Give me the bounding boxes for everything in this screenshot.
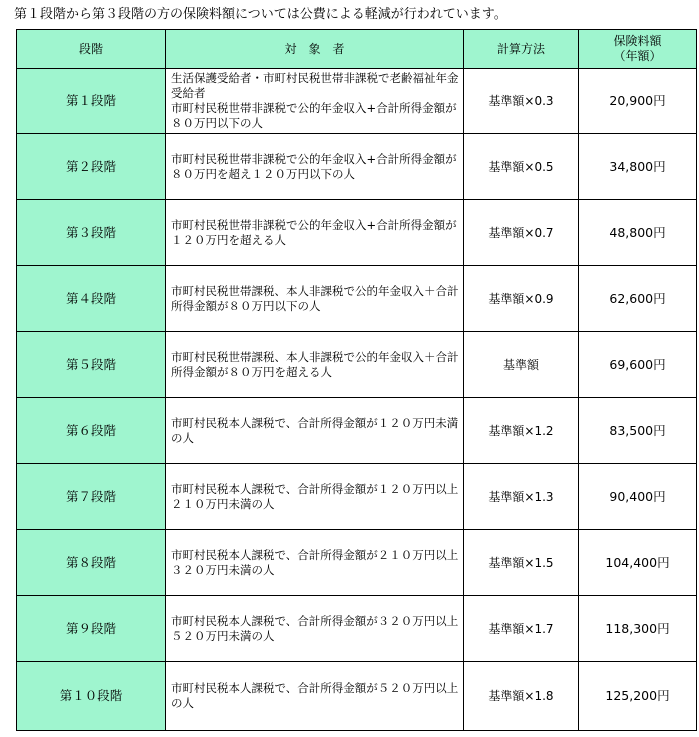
table-row [17, 266, 697, 332]
target-cell [166, 596, 464, 662]
header-fee-line2: （年額） [613, 49, 662, 63]
table-body [17, 69, 697, 731]
fee-cell: 48,800円 [579, 200, 697, 266]
stage-cell: 第２段階 [17, 134, 166, 200]
method-cell: 基準額×1.3 [464, 464, 579, 530]
method-cell: 基準額×0.7 [464, 200, 579, 266]
fee-cell: 125,200円 [579, 662, 697, 731]
fee-cell: 62,600円 [579, 266, 697, 332]
method-cell: 基準額×1.2 [464, 398, 579, 464]
header-stage: 段階 [17, 30, 166, 69]
table-caption: 第１段階から第３段階の方の保険料額については公費による軽減が行われています。 [14, 7, 507, 22]
header-method: 計算方法 [464, 30, 579, 69]
table-row [17, 662, 697, 731]
method-cell: 基準額×1.5 [464, 530, 579, 596]
table-header [17, 30, 697, 69]
table-row [17, 596, 697, 662]
table-row [17, 134, 697, 200]
target-cell [166, 266, 464, 332]
stage-cell: 第８段階 [17, 530, 166, 596]
stage-cell: 第５段階 [17, 332, 166, 398]
target-cell [166, 530, 464, 596]
target-text: 市町村民税世帯非課税で公的年金収入+合計所得金額が１２０万円を超える人 [171, 217, 457, 247]
fee-cell: 69,600円 [579, 332, 697, 398]
premium-table [16, 29, 697, 731]
header-row [17, 30, 697, 69]
target-cell [166, 134, 464, 200]
fee-cell: 90,400円 [579, 464, 697, 530]
header-fee-label [579, 34, 696, 64]
method-cell: 基準額×1.8 [464, 662, 579, 731]
stage-cell: 第１０段階 [17, 662, 166, 731]
target-cell [166, 662, 464, 731]
target-cell [166, 200, 464, 266]
method-cell: 基準額 [464, 332, 579, 398]
stage-cell: 第３段階 [17, 200, 166, 266]
method-cell: 基準額×0.9 [464, 266, 579, 332]
target-text: 市町村民税本人課税で、合計所得金額が１２０万円以上２１０万円未満の人 [171, 481, 459, 511]
header-target: 対 象 者 [166, 30, 464, 69]
table-row [17, 398, 697, 464]
target-text: 市町村民税世帯非課税で公的年金収入+合計所得金額が８０万円を超え１２０万円以下の人 [171, 151, 457, 181]
fee-cell: 34,800円 [579, 134, 697, 200]
method-cell: 基準額×0.3 [464, 69, 579, 134]
target-cell [166, 464, 464, 530]
fee-cell: 20,900円 [579, 69, 697, 134]
target-text: 生活保護受給者・市町村民税世帯非課税で老齢福祉年金受給者 [171, 71, 459, 100]
table-row [17, 464, 697, 530]
header-fee-line1: 保険料額 [613, 34, 662, 48]
fee-cell: 104,400円 [579, 530, 697, 596]
header-fee [579, 30, 697, 69]
method-cell: 基準額×0.5 [464, 134, 579, 200]
fee-cell: 83,500円 [579, 398, 697, 464]
method-cell: 基準額×1.7 [464, 596, 579, 662]
stage-cell: 第１段階 [17, 69, 166, 134]
target-text: 市町村民税本人課税で、合計所得金額が２１０万円以上３２０万円未満の人 [171, 547, 459, 577]
target-text: 市町村民税本人課税で、合計所得金額が５２０万円以上の人 [171, 681, 459, 710]
target-cell [166, 69, 464, 134]
fee-cell: 118,300円 [579, 596, 697, 662]
stage-cell: 第９段階 [17, 596, 166, 662]
target-cell [166, 398, 464, 464]
target-text: 市町村民税世帯非課税で公的年金収入+合計所得金額が８０万円以下の人 [171, 101, 457, 130]
stage-cell: 第７段階 [17, 464, 166, 530]
table-row [17, 530, 697, 596]
table-row [17, 332, 697, 398]
table-row [17, 69, 697, 134]
target-text: 市町村民税本人課税で、合計所得金額が１２０万円未満の人 [171, 415, 459, 445]
table-row [17, 200, 697, 266]
target-cell [166, 332, 464, 398]
target-text: 市町村民税世帯課税、本人非課税で公的年金収入＋合計所得金額が８０万円を超える人 [171, 349, 459, 379]
target-text: 市町村民税世帯課税、本人非課税で公的年金収入＋合計所得金額が８０万円以下の人 [171, 283, 459, 313]
stage-cell: 第４段階 [17, 266, 166, 332]
stage-cell: 第６段階 [17, 398, 166, 464]
target-text: 市町村民税本人課税で、合計所得金額が３２０万円以上５２０万円未満の人 [171, 613, 459, 643]
